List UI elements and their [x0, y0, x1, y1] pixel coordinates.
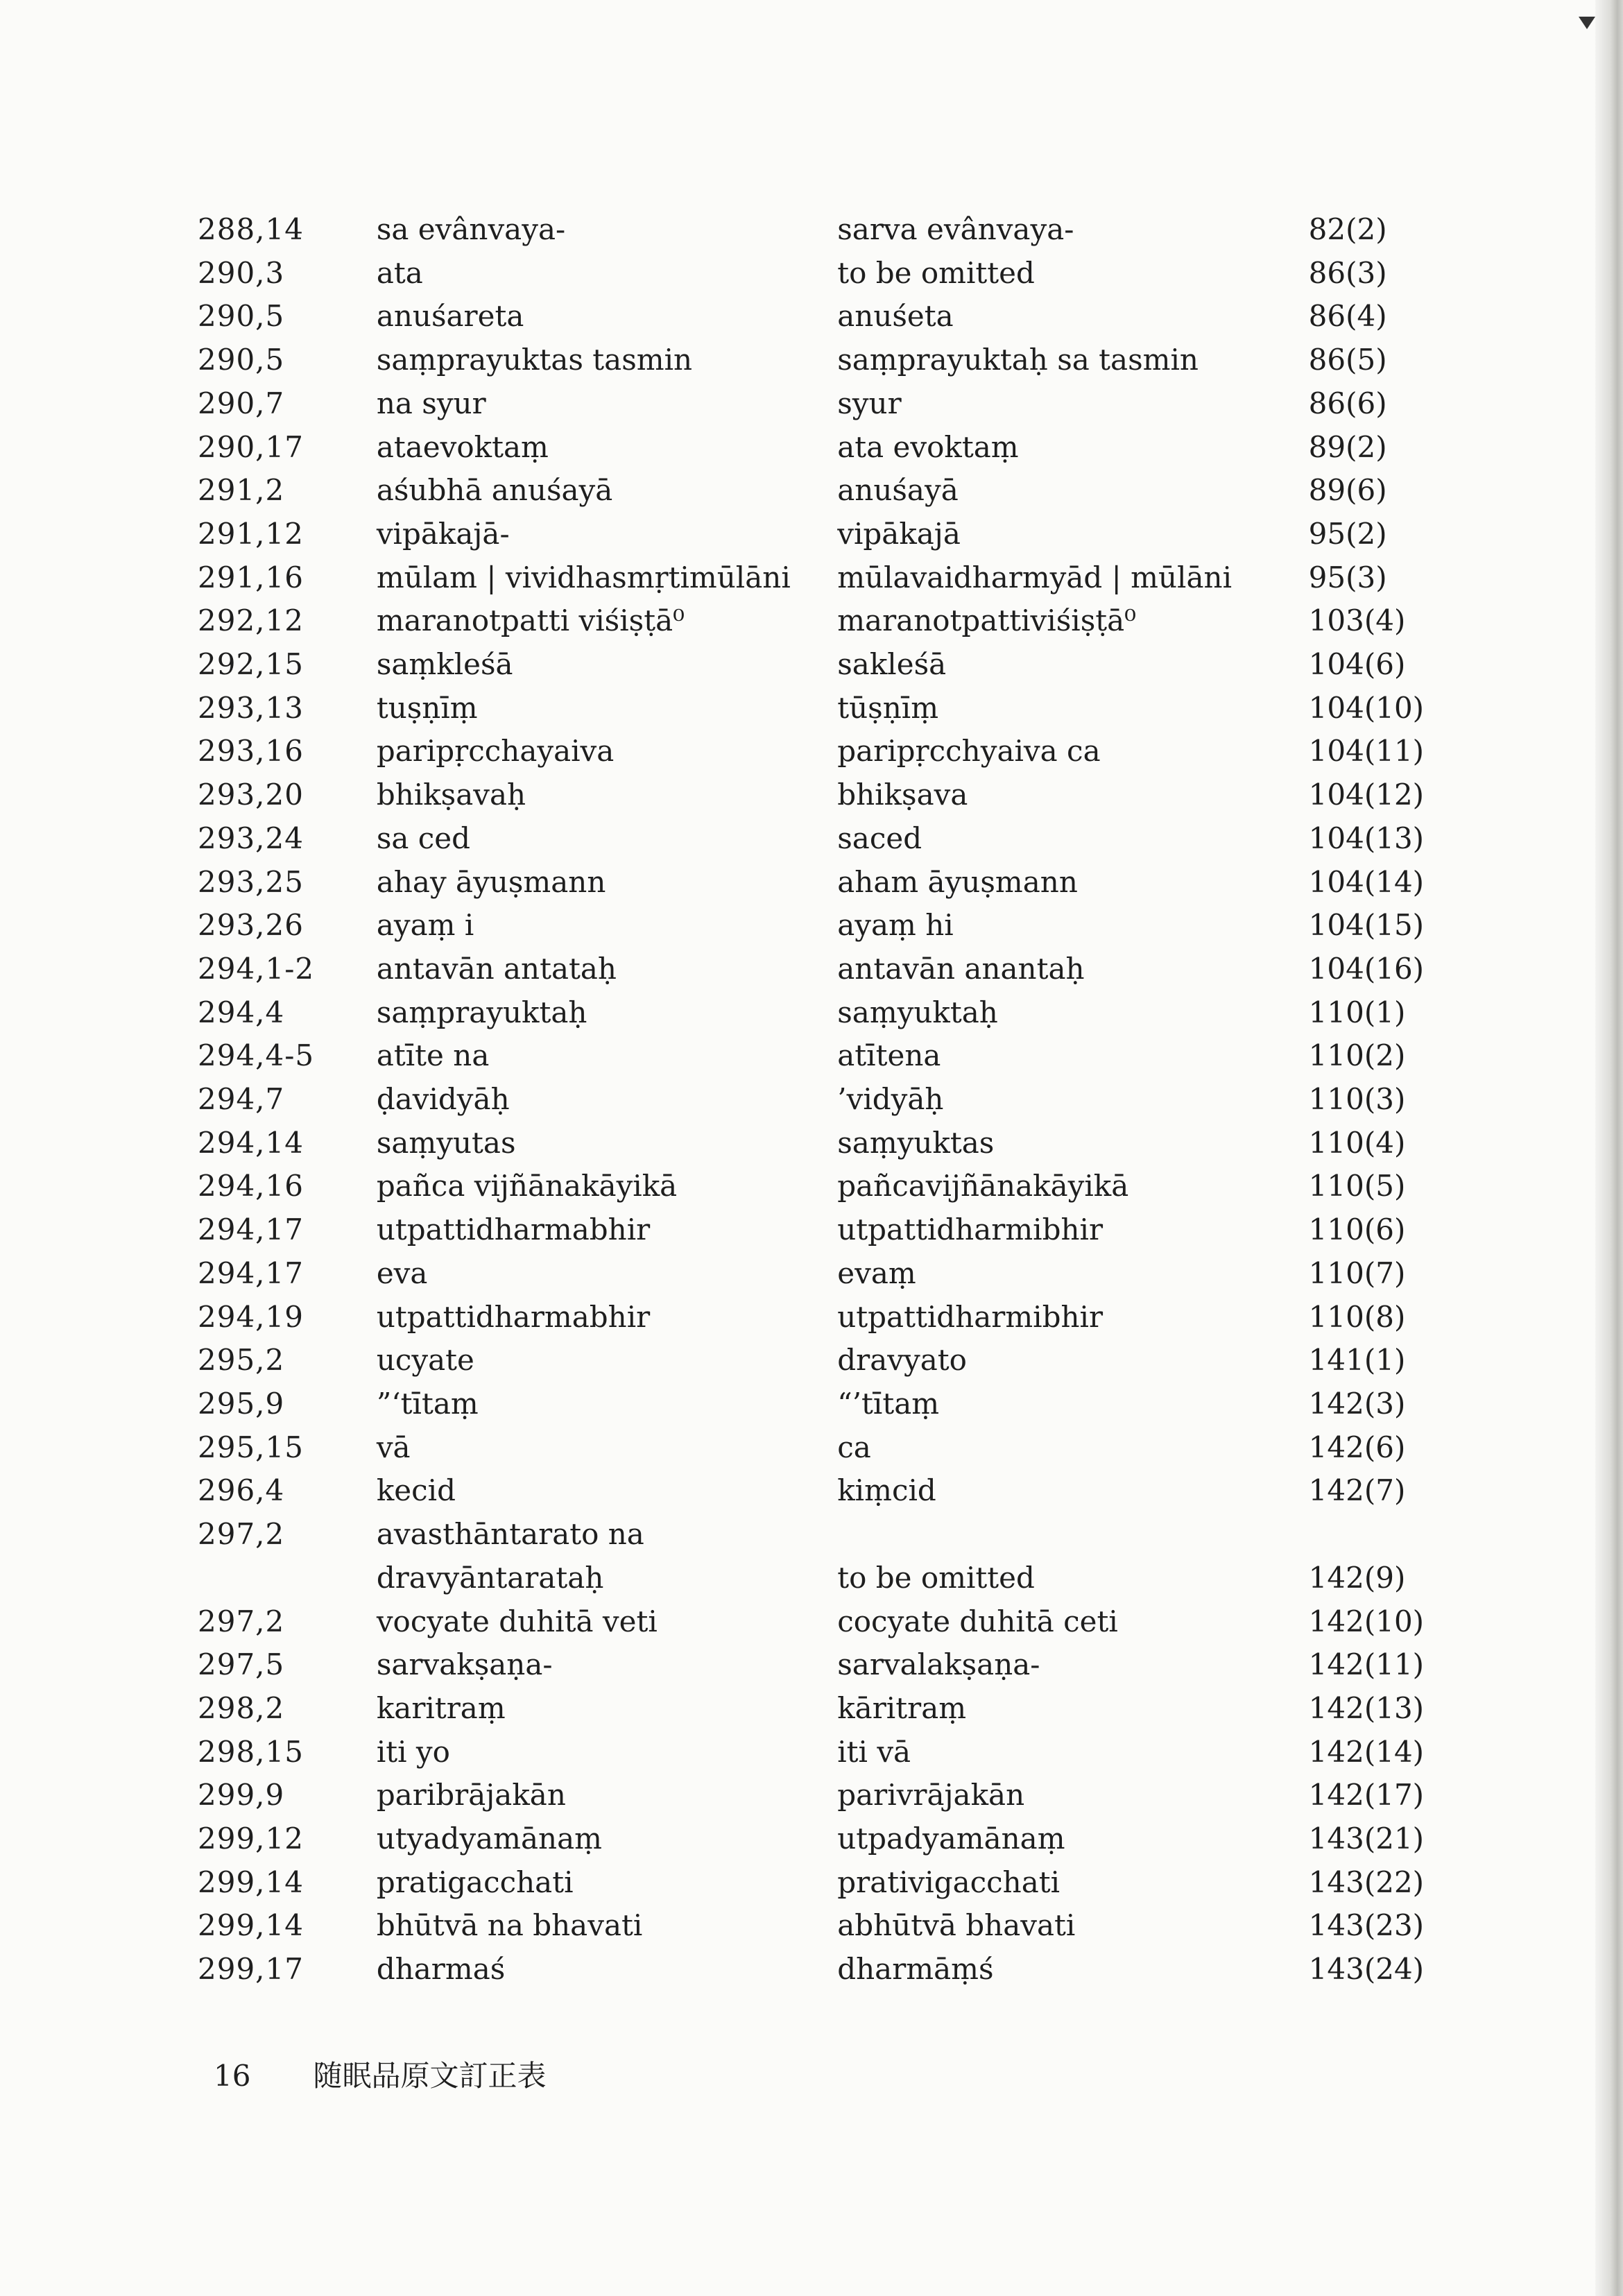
reference-cell: 294,17	[198, 1256, 304, 1290]
original-text-cell	[377, 991, 837, 1035]
original-text-cell	[377, 861, 837, 905]
reference-cell: 294,4-5	[198, 1038, 315, 1073]
original-text-line: saṃprayuktas tasmin	[376, 343, 693, 377]
correction-cell: utpadyamānaṃ	[837, 1822, 1065, 1856]
reference-cell: 297,5	[198, 1647, 285, 1682]
table-row	[198, 1687, 1446, 1731]
correction-cell: syur	[837, 386, 902, 420]
reference-cell: 293,16	[198, 734, 304, 769]
original-text-cell	[377, 1687, 837, 1731]
table-row	[198, 1513, 1446, 1600]
reference-cell: 299,9	[198, 1778, 285, 1813]
correction-cell: saced	[837, 821, 922, 855]
original-text-cell	[377, 599, 837, 643]
original-text-line: ayaṃ i	[376, 908, 474, 943]
original-text-cell	[377, 1948, 837, 1991]
note-number-cell: 104(6)	[1308, 647, 1406, 682]
reference-cell: 295,9	[198, 1386, 285, 1421]
original-text-line: saṃkleśā	[376, 647, 513, 682]
reference-cell: 294,7	[198, 1082, 285, 1117]
correction-cell: ’vidyāḥ	[837, 1082, 944, 1117]
table-row	[198, 1034, 1446, 1078]
original-text-line: maranotpatti viśiṣṭā⁰	[376, 603, 685, 638]
table-row	[198, 1296, 1446, 1339]
original-text-line: kecid	[376, 1473, 456, 1508]
reference-cell: 293,25	[198, 864, 304, 899]
correction-cell: ata evoktaṃ	[837, 429, 1019, 464]
original-text-line: antavān antataḥ	[376, 951, 617, 986]
table-row	[198, 817, 1446, 861]
table-row	[198, 861, 1446, 905]
table-row	[198, 1339, 1446, 1382]
original-text-cell	[377, 904, 837, 948]
original-text-cell	[377, 1122, 837, 1165]
reference-cell: 292,12	[198, 603, 304, 638]
table-row	[198, 1817, 1446, 1861]
original-text-line: eva	[376, 1256, 428, 1290]
corner-mark-icon	[1579, 17, 1595, 29]
original-text-cell	[377, 208, 837, 252]
reference-cell: 290,7	[198, 386, 285, 420]
correction-cell: utpattidharmibhir	[837, 1213, 1104, 1247]
original-text-line: ḍavidyāḥ	[376, 1082, 510, 1117]
correction-cell: maranotpattiviśiṣṭā⁰	[837, 603, 1137, 638]
original-text-cell	[377, 1382, 837, 1426]
reference-cell: 294,14	[198, 1125, 304, 1160]
original-text-line: utyadyamānaṃ	[376, 1822, 602, 1856]
reference-cell: 294,17	[198, 1213, 304, 1247]
original-text-cell	[377, 1513, 837, 1600]
table-row	[198, 426, 1446, 470]
table-row	[198, 208, 1446, 252]
note-number-cell: 142(9)	[1308, 1560, 1406, 1595]
reference-cell: 294,4	[198, 995, 285, 1029]
correction-cell: anuśeta	[837, 299, 954, 334]
correction-cell: to be omitted	[837, 1560, 1035, 1595]
correction-cell: abhūtvā bhavati	[837, 1908, 1076, 1943]
reference-cell: 298,15	[198, 1734, 304, 1769]
original-text-cell	[377, 1904, 837, 1948]
original-text-line: ataevoktaṃ	[376, 429, 549, 464]
original-text-cell	[377, 382, 837, 426]
original-text-line: saṃprayuktaḥ	[376, 995, 587, 1029]
table-row	[198, 904, 1446, 948]
original-text-line: vā	[376, 1430, 411, 1464]
correction-cell: vipākajā	[837, 516, 961, 551]
original-text-cell	[377, 339, 837, 382]
correction-cell: utpattidharmibhir	[837, 1299, 1104, 1334]
note-number-cell: 95(3)	[1308, 560, 1387, 594]
note-number-cell: 141(1)	[1308, 1343, 1406, 1378]
reference-cell: 293,24	[198, 821, 304, 855]
original-text-line: karitraṃ	[376, 1690, 506, 1725]
correction-table	[198, 208, 1446, 1991]
note-number-cell: 110(7)	[1308, 1256, 1406, 1290]
table-row	[198, 643, 1446, 687]
original-text-line: saṃyutas	[376, 1125, 516, 1160]
original-text-cell	[377, 513, 837, 556]
original-text-cell	[377, 295, 837, 339]
reference-cell: 294,19	[198, 1299, 304, 1334]
correction-cell: “’tītaṃ	[837, 1386, 940, 1421]
table-row	[198, 1252, 1446, 1296]
original-text-line: pratigacchati	[376, 1865, 574, 1899]
note-number-cell: 82(2)	[1308, 212, 1387, 246]
original-text-line: aśubhā anuśayā	[376, 473, 613, 508]
correction-cell: dharmāṃś	[837, 1952, 994, 1987]
table-row	[198, 1774, 1446, 1817]
reference-cell: 291,2	[198, 473, 285, 508]
note-number-cell: 104(10)	[1308, 690, 1425, 725]
original-text-cell	[377, 469, 837, 513]
reference-cell: 298,2	[198, 1690, 285, 1725]
original-text-cell	[377, 1731, 837, 1774]
original-text-cell	[377, 556, 837, 600]
original-text-line: anuśareta	[376, 299, 524, 334]
correction-cell: sarva evânvaya-	[837, 212, 1074, 246]
correction-cell: aham āyuṣmann	[837, 864, 1078, 899]
original-text-line: vipākajā-	[376, 516, 510, 551]
correction-cell: evaṃ	[837, 1256, 916, 1290]
original-text-cell	[377, 687, 837, 730]
reference-cell: 299,12	[198, 1822, 304, 1856]
original-text-cell	[377, 817, 837, 861]
table-row	[198, 252, 1446, 295]
correction-cell: paripṛcchyaiva ca	[837, 734, 1101, 769]
correction-cell: to be omitted	[837, 255, 1035, 290]
original-text-line: utpattidharmabhir	[376, 1299, 651, 1334]
correction-cell: mūlavaidharmyād | mūlāni	[837, 560, 1232, 594]
original-text-cell	[377, 426, 837, 470]
table-row	[198, 469, 1446, 513]
note-number-cell: 143(22)	[1308, 1865, 1425, 1899]
note-number-cell: 110(3)	[1308, 1082, 1406, 1117]
original-text-cell	[377, 1643, 837, 1687]
reference-cell: 291,12	[198, 516, 304, 551]
correction-cell: ayaṃ hi	[837, 908, 954, 943]
reference-cell: 295,15	[198, 1430, 304, 1464]
note-number-cell: 142(6)	[1308, 1430, 1406, 1464]
original-text-cell	[377, 1817, 837, 1861]
table-row	[198, 1382, 1446, 1426]
table-row	[198, 1731, 1446, 1774]
original-text-line: tuṣṇīṃ	[376, 690, 478, 725]
original-text-line: ata	[376, 255, 423, 290]
original-text-cell	[377, 1861, 837, 1905]
reference-cell: 290,17	[198, 429, 304, 464]
original-text-cell	[377, 1426, 837, 1470]
table-row	[198, 599, 1446, 643]
original-text-cell	[377, 730, 837, 773]
correction-cell: ca	[837, 1430, 871, 1464]
reference-cell: 295,2	[198, 1343, 285, 1378]
note-number-cell: 142(13)	[1308, 1690, 1425, 1725]
reference-cell: 297,2	[198, 1604, 285, 1638]
original-text-line: dharmaś	[376, 1952, 506, 1987]
note-number-cell: 104(15)	[1308, 908, 1425, 943]
correction-cell: sakleśā	[837, 647, 947, 682]
correction-cell: saṃprayuktaḥ sa tasmin	[837, 343, 1199, 377]
correction-cell: parivrājakān	[837, 1778, 1025, 1813]
table-row	[198, 295, 1446, 339]
note-number-cell: 110(8)	[1308, 1299, 1406, 1334]
table-row	[198, 687, 1446, 730]
reference-cell: 294,1-2	[198, 951, 315, 986]
reference-cell: 292,15	[198, 647, 304, 682]
original-text-line: dravyāntarataḥ	[376, 1560, 604, 1595]
original-text-line: sarvakṣaṇa-	[376, 1647, 553, 1682]
original-text-cell	[377, 1469, 837, 1513]
correction-cell: dravyato	[837, 1343, 967, 1378]
table-row	[198, 1122, 1446, 1165]
note-number-cell: 89(6)	[1308, 473, 1387, 508]
note-number-cell: 143(23)	[1308, 1908, 1425, 1943]
note-number-cell: 86(6)	[1308, 386, 1387, 420]
original-text-line: avasthāntarato na	[376, 1517, 644, 1552]
note-number-cell: 110(4)	[1308, 1125, 1406, 1160]
original-text-line: bhikṣavaḥ	[376, 778, 526, 812]
correction-cell: sarvalakṣaṇa-	[837, 1647, 1040, 1682]
correction-cell: saṃyuktaḥ	[837, 995, 998, 1029]
original-text-cell	[377, 1339, 837, 1382]
table-row	[198, 1208, 1446, 1252]
reference-cell: 293,26	[198, 908, 304, 943]
original-text-line: paripṛcchayaiva	[376, 734, 615, 769]
table-row	[198, 1904, 1446, 1948]
original-text-cell	[377, 1252, 837, 1296]
note-number-cell: 143(24)	[1308, 1952, 1425, 1987]
original-text-line: ”‘tītaṃ	[376, 1386, 479, 1421]
note-number-cell: 104(16)	[1308, 951, 1425, 986]
reference-cell: 288,14	[198, 212, 304, 246]
reference-cell: 299,17	[198, 1952, 304, 1987]
table-row	[198, 1426, 1446, 1470]
note-number-cell: 86(4)	[1308, 299, 1387, 334]
note-number-cell: 142(10)	[1308, 1604, 1425, 1638]
original-text-cell	[377, 1078, 837, 1122]
reference-cell: 293,13	[198, 690, 304, 725]
table-row	[198, 513, 1446, 556]
correction-cell: kiṃcid	[837, 1473, 936, 1508]
note-number-cell: 142(7)	[1308, 1473, 1406, 1508]
correction-cell: antavān anantaḥ	[837, 951, 1085, 986]
original-text-cell	[377, 1165, 837, 1208]
reference-cell: 299,14	[198, 1908, 304, 1943]
original-text-line: ahay āyuṣmann	[376, 864, 606, 899]
table-row	[198, 1948, 1446, 1991]
original-text-line: atīte na	[376, 1038, 490, 1073]
original-text-cell	[377, 1296, 837, 1339]
original-text-line: na syur	[376, 386, 486, 420]
reference-cell: 290,3	[198, 255, 285, 290]
table-row	[198, 1600, 1446, 1644]
reference-cell: 296,4	[198, 1473, 285, 1508]
original-text-cell	[377, 643, 837, 687]
table-row	[198, 1165, 1446, 1208]
note-number-cell: 89(2)	[1308, 429, 1387, 464]
original-text-cell	[377, 1774, 837, 1817]
correction-cell: kāritraṃ	[837, 1690, 967, 1725]
correction-cell: cocyate duhitā ceti	[837, 1604, 1118, 1638]
table-row	[198, 556, 1446, 600]
note-number-cell: 142(17)	[1308, 1778, 1425, 1813]
original-text-line: sa evânvaya-	[376, 212, 566, 246]
original-text-line: sa ced	[376, 821, 471, 855]
note-number-cell: 104(11)	[1308, 734, 1425, 769]
note-number-cell: 104(13)	[1308, 821, 1425, 855]
table-row	[198, 991, 1446, 1035]
reference-cell: 297,2	[198, 1517, 285, 1552]
original-text-line: pañca vijñānakāyikā	[376, 1169, 678, 1203]
note-number-cell: 110(6)	[1308, 1213, 1406, 1247]
page-number: 16	[214, 2059, 251, 2093]
correction-cell: anuśayā	[837, 473, 959, 508]
original-text-cell	[377, 1034, 837, 1078]
correction-cell: iti vā	[837, 1734, 911, 1769]
original-text-line: utpattidharmabhir	[376, 1213, 651, 1247]
reference-cell: 291,16	[198, 560, 304, 594]
correction-cell: pañcavijñānakāyikā	[837, 1169, 1129, 1203]
correction-cell: saṃyuktas	[837, 1125, 995, 1160]
note-number-cell: 86(5)	[1308, 343, 1387, 377]
page-footer	[214, 2053, 546, 2095]
original-text-line: ucyate	[376, 1343, 474, 1378]
correction-cell: prativigacchati	[837, 1865, 1060, 1899]
note-number-cell: 104(12)	[1308, 778, 1425, 812]
table-row	[198, 1078, 1446, 1122]
table-row	[198, 1469, 1446, 1513]
table-row	[198, 730, 1446, 773]
note-number-cell: 110(5)	[1308, 1169, 1406, 1203]
original-text-line: mūlam | vividhasmṛtimūlāni	[376, 560, 791, 594]
original-text-line: paribrājakān	[376, 1778, 566, 1813]
table-row	[198, 339, 1446, 382]
footer-title: 随眠品原文訂正表	[313, 2059, 547, 2093]
note-number-cell: 142(3)	[1308, 1386, 1406, 1421]
table-row	[198, 1643, 1446, 1687]
correction-cell: bhikṣava	[837, 778, 968, 812]
note-number-cell: 86(3)	[1308, 255, 1387, 290]
correction-cell: atītena	[837, 1038, 941, 1073]
original-text-cell	[377, 773, 837, 817]
reference-cell: 299,14	[198, 1865, 304, 1899]
original-text-cell	[377, 1600, 837, 1644]
table-row	[198, 382, 1446, 426]
note-number-cell: 103(4)	[1308, 603, 1406, 638]
reference-cell: 290,5	[198, 343, 285, 377]
correction-cell: tūṣṇīṃ	[837, 690, 939, 725]
page-binding-edge	[1595, 0, 1623, 2296]
original-text-cell	[377, 948, 837, 991]
note-number-cell: 110(1)	[1308, 995, 1406, 1029]
original-text-line: vocyate duhitā veti	[376, 1604, 658, 1638]
note-number-cell: 143(21)	[1308, 1822, 1425, 1856]
table-row	[198, 773, 1446, 817]
reference-cell: 294,16	[198, 1169, 304, 1203]
original-text-line: iti yo	[376, 1734, 450, 1769]
original-text-cell	[377, 1208, 837, 1252]
original-text-cell	[377, 252, 837, 295]
reference-cell: 293,20	[198, 778, 304, 812]
note-number-cell: 95(2)	[1308, 516, 1387, 551]
table-row	[198, 1861, 1446, 1905]
reference-cell: 290,5	[198, 299, 285, 334]
note-number-cell: 142(14)	[1308, 1734, 1425, 1769]
table-row	[198, 948, 1446, 991]
note-number-cell: 104(14)	[1308, 864, 1425, 899]
note-number-cell: 110(2)	[1308, 1038, 1406, 1073]
note-number-cell: 142(11)	[1308, 1647, 1425, 1682]
original-text-line: bhūtvā na bhavati	[376, 1908, 643, 1943]
